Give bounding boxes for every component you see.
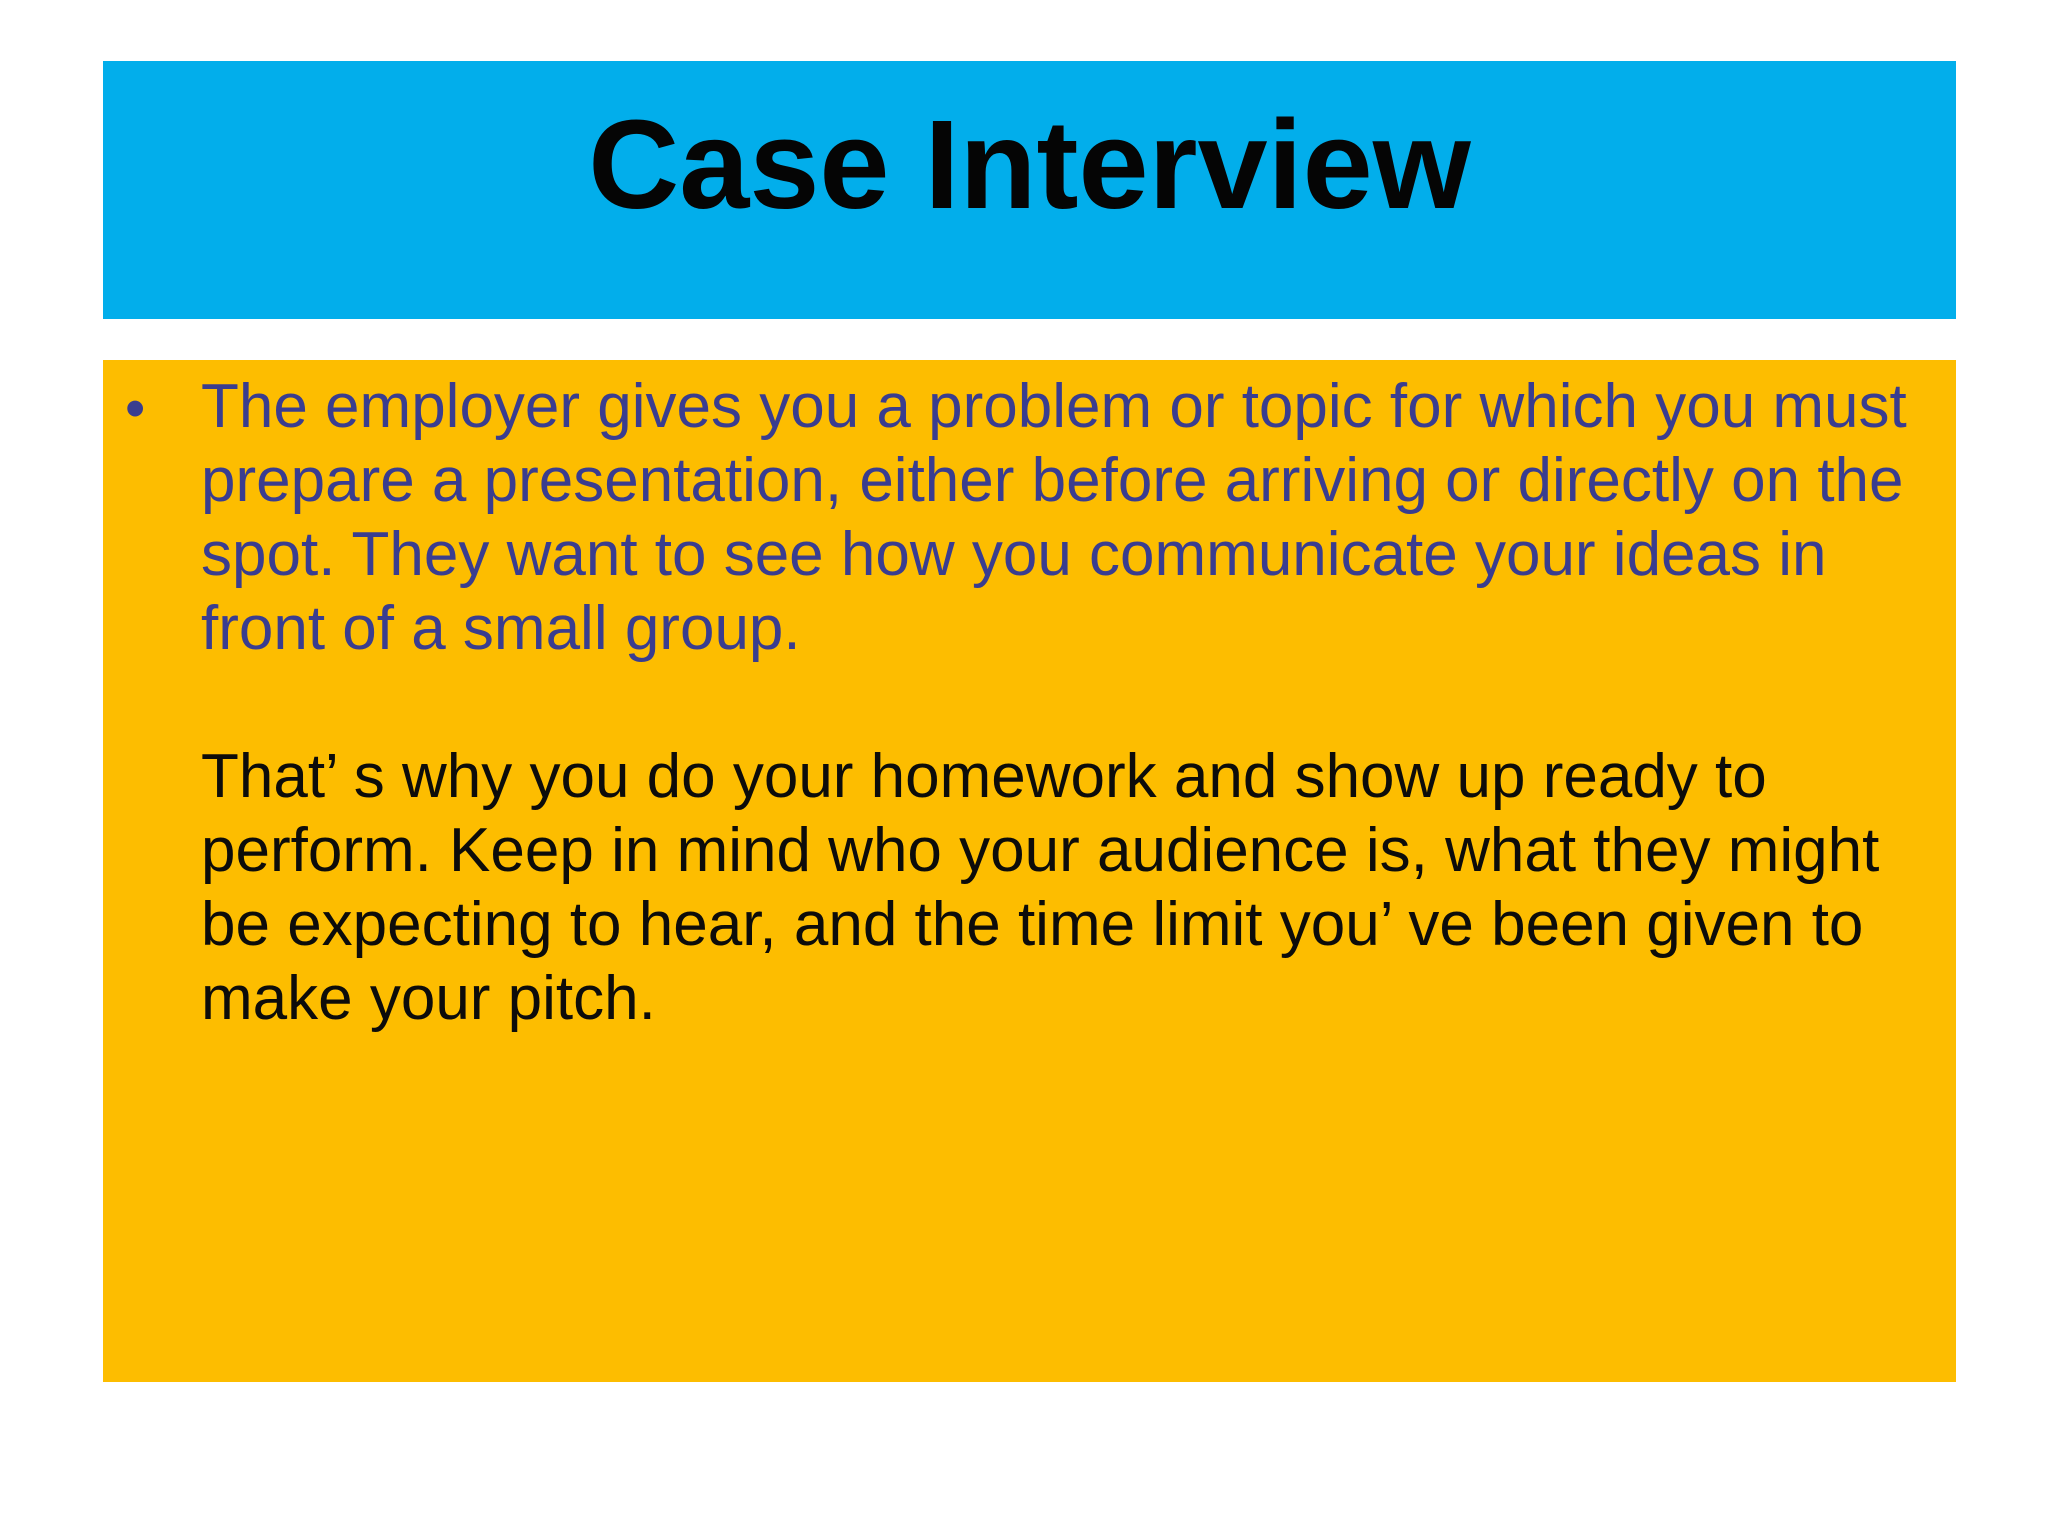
title-bar — [103, 61, 1956, 319]
bullet-icon: • — [125, 376, 146, 441]
slide-title: Case Interview — [588, 94, 1471, 235]
paragraph-employer-problem: The employer gives you a problem or topic for which you must prepare a presentation, either before arriving or directly on the spot. They want to see how you communicate your ideas in front of a small group. — [201, 372, 1907, 663]
content-box — [103, 360, 1956, 1382]
body-text — [201, 370, 1941, 1036]
paragraph-homework: That’ s why you do your homework and show up ready to perform. Keep in mind who your audience is, what they might be expecting to hear, and the time limit you’ ve been given to make your pitch. — [201, 742, 1880, 1033]
